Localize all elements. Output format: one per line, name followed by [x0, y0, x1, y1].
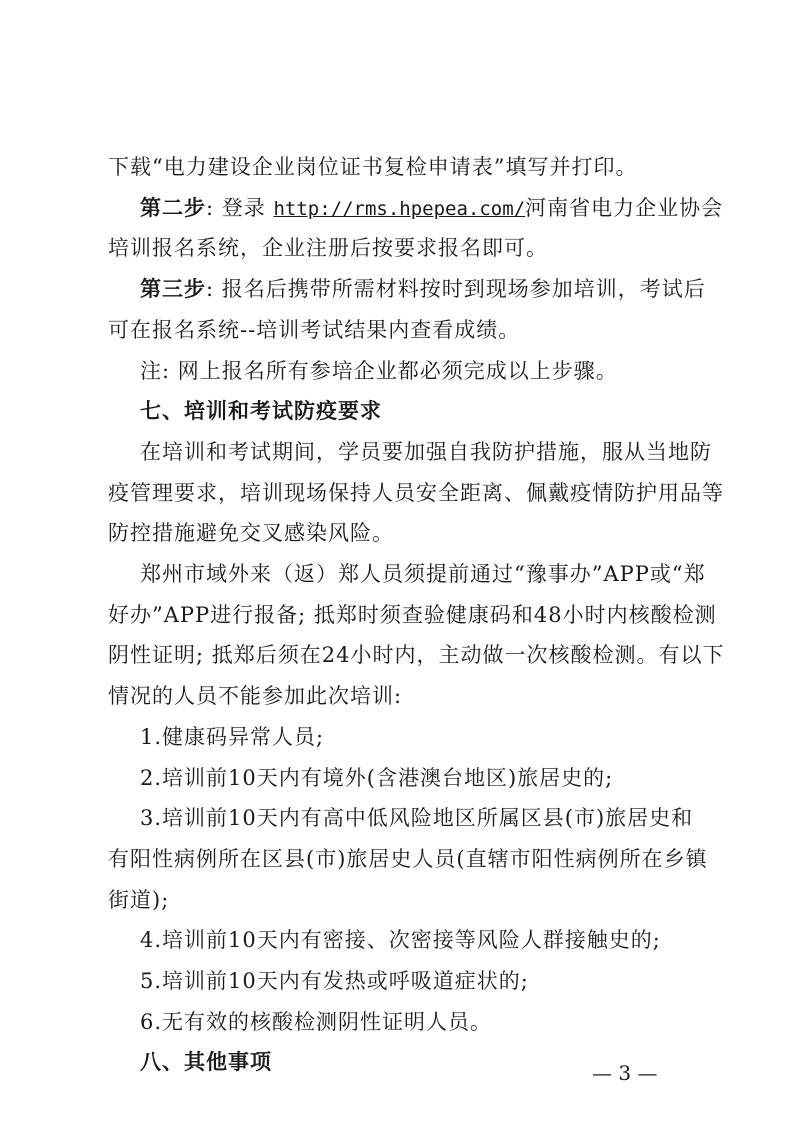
- section-heading: 八、其他事项: [140, 1050, 272, 1075]
- list-item: 6.无有效的核酸检测阴性证明人员。: [140, 1009, 493, 1034]
- list-item-continued: 街道);: [108, 887, 170, 912]
- list-item: 5.培训前10天内有发热或呼吸道症状的;: [140, 969, 529, 993]
- text-line: 郑州市域外来（返）郑人员须提前通过“豫事办”APP或“郑: [140, 562, 706, 586]
- step2-prefix: : 登录: [206, 195, 274, 220]
- list-item: 3.培训前10天内有高中低风险地区所属区县(市)旅居史和: [140, 806, 694, 831]
- text-line: 可在报名系统--培训考试结果内查看成绩。: [108, 317, 521, 342]
- step2-rest: 河南省电力企业协会: [525, 195, 724, 220]
- note-line: 注: 网上报名所有参培企业都必须完成以上步骤。: [140, 358, 618, 383]
- text-line: 防控措施避免交叉感染风险。: [108, 521, 394, 546]
- step2-label: 第二步: [140, 194, 206, 220]
- list-item: 4.培训前10天内有密接、次密接等风险人群接触史的;: [140, 928, 661, 953]
- list-item-continued: 有阳性病例所在区县(市)旅居史人员(直辖市阳性病例所在乡镇: [108, 846, 708, 871]
- text-line: 疫管理要求，培训现场保持人员安全距离、佩戴疫情防护用品等: [108, 480, 724, 505]
- page-number: — 3 —: [592, 1061, 658, 1085]
- text-line: 情况的人员不能参加此次培训:: [108, 684, 403, 709]
- text-line: 阴性证明; 抵郑后须在24小时内，主动做一次核酸检测。有以下: [108, 643, 725, 668]
- list-item: 2.培训前10天内有境外(含港澳台地区)旅居史的;: [140, 765, 614, 790]
- step2-line: [140, 193, 723, 224]
- text-line: 在培训和考试期间，学员要加强自我防护措施，服从当地防: [140, 439, 712, 464]
- step3-text: : 报名后携带所需材料按时到现场参加培训，考试后: [206, 277, 706, 302]
- section-heading: 七、培训和考试防疫要求: [140, 399, 382, 424]
- list-item: 1.健康码异常人员;: [140, 724, 325, 749]
- text-line: 好办”APP进行报备; 抵郑时须查验健康码和48小时内核酸检测: [108, 602, 717, 627]
- system-url-link[interactable]: http://rms.hpepea.com/: [273, 197, 526, 220]
- step3-line: [140, 274, 706, 304]
- text-line: 下载“电力建设企业岗位证书复检申请表”填写并打印。: [108, 155, 638, 179]
- text-line: 培训报名系统，企业注册后按要求报名即可。: [108, 236, 548, 261]
- step3-label: 第三步: [140, 276, 206, 302]
